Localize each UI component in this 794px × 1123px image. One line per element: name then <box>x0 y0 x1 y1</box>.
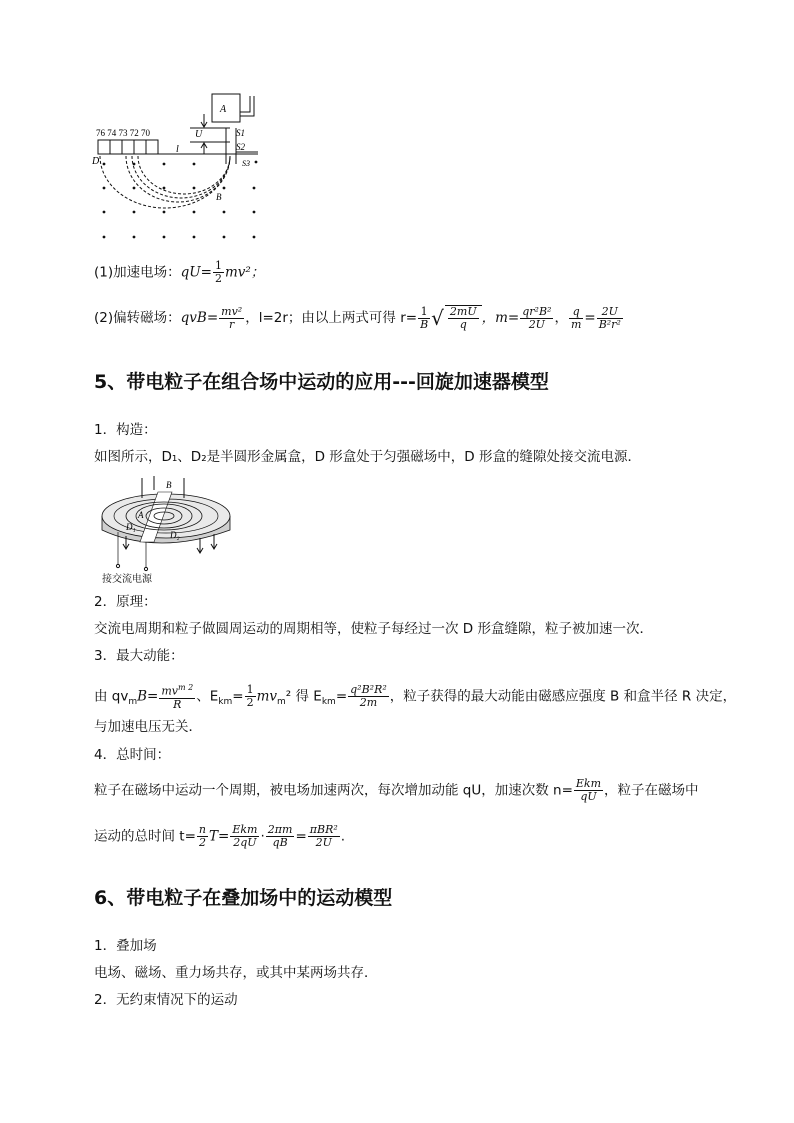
s6-item2-title: 2．无约束情况下的运动 <box>94 992 238 1008</box>
s5-item1-body: 如图所示，D₁、D₂是半圆形金属盒，D 形盒处于匀强磁场中，D 形盒的缝隙处接交流电源． <box>94 449 641 465</box>
s5-item4-title: 4．总时间： <box>94 747 171 763</box>
s5-item4-line1: 粒子在磁场中运动一个周期，被电场加速两次，每次增加动能 qU，加速次数 n= $\frac{\text{Ekm}}{qU}$ ，粒子在磁场中 <box>94 777 699 803</box>
cyclotron-figure <box>96 476 236 584</box>
scale-labels: 76 74 73 72 70 <box>96 128 150 138</box>
cyclotron-caption: 接交流电源 <box>102 574 152 585</box>
s5-item4-line2: 运动的总时间 t= $\frac{n}{2}$ T= $\frac{\text{Ekm}}{2qU}$ · $\frac{2\pi m}{qB}$ = $\frac{\text{πBR²}}{2U}$ . <box>94 823 346 849</box>
label-b: B <box>216 192 222 202</box>
cyclotron-label-d2: D₂ <box>170 530 180 540</box>
label-s3: S3 <box>242 159 250 168</box>
label-s2: S2 <box>236 142 245 152</box>
label-s1: S1 <box>236 128 245 138</box>
label-l: l <box>176 144 179 155</box>
s5-item3-formula: 由 $qv_mB=$ $\frac{mv^{m 2}}{R}$ 、$E_{km}=$ $\frac{1}{2}$ $mv_m^2$ 得 $E_{km}=$ $\frac{\text{q²B²R²}}{2m}$ ，粒子获得的最大动能由磁感应强度 B 和盒半径 R 决定， <box>94 682 737 711</box>
s5-item2-body: 交流电周期和粒子做圆周运动的周期相等，使粒子每经过一次 D 形盒缝隙，粒子被加速一次． <box>94 621 653 637</box>
s6-item1-body: 电场、磁场、重力场共存，或其中某两场共存． <box>94 965 378 981</box>
section5-heading: 5、带电粒子在组合场中运动的应用---回旋加速器模型 <box>94 371 549 393</box>
label-d: D <box>92 156 100 167</box>
spec-formula-1: (1)加速电场：qU= $\frac{1}{2}$ mv²； <box>94 259 265 285</box>
label-a: A <box>220 104 227 115</box>
spec-formula-2: (2)偏转磁场：qvB= $\frac{\text{mv²}}{r}$ ，l=2r；由以上两式可得 r= $\frac{1}{B}$ √ $\frac{2mU}{q}$ ，m= $\frac{\text{qr²B²}}{2U}$ ， $\frac{q}{m}$ = $\frac{2U}{\text{B²r²}}$ <box>94 304 621 331</box>
field-dots <box>103 161 258 239</box>
cyclotron-label-a: A <box>138 510 144 520</box>
s5-item3-title: 3．最大动能： <box>94 648 184 664</box>
s5-item3-line2: 与加速电压无关． <box>94 719 202 735</box>
cyclotron-label-d1: D₁ <box>126 522 136 532</box>
mass-spectrometer-figure <box>90 92 280 244</box>
label-u: U <box>195 129 203 140</box>
s5-item1-title: 1．构造： <box>94 422 157 438</box>
s5-item2-title: 2．原理： <box>94 594 157 610</box>
s6-item1-title: 1．叠加场 <box>94 938 157 954</box>
section6-heading: 6、带电粒子在叠加场中的运动模型 <box>94 887 393 909</box>
cyclotron-label-b: B <box>166 480 172 490</box>
